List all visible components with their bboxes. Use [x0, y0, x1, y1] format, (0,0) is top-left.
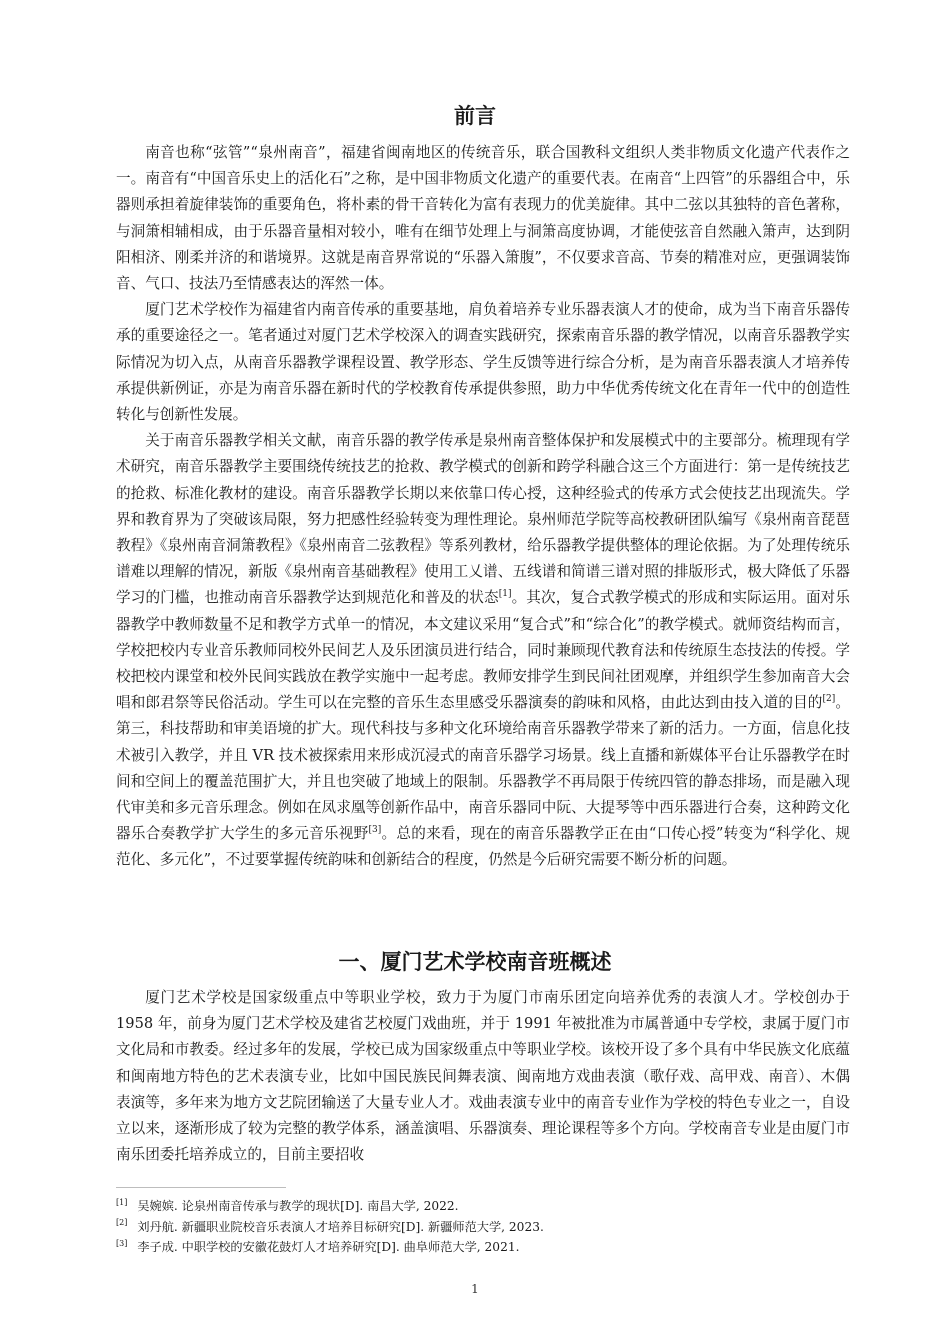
section-heading: 一、厦门艺术学校南音班概述 [338, 950, 612, 974]
paragraph-text: 。第三，科技帮助和审美语境的扩大。现代科技与多种文化环境给南音乐器教学带来了新的活力。一方面，信息化技术被引入教学，并且 VR 技术被探索用来形成沉浸式的南音乐器学习场景。线上直播和新媒体平台让乐器教学在时间和空间上的覆盖范围扩大，并且也突破了地域上的限制。乐器教学不再局限于传统四管的静态排场，而是融入现代审美和多元音乐理念。例如在凤求凰等创新作品中，南音乐器同中阮、大提琴等中西乐器进行合奏，这种跨文化器乐合奏教学扩大学生的多元音乐视野 [116, 694, 850, 843]
page-number: 1 [471, 1282, 479, 1296]
intro-paragraph-2: 厦门艺术学校作为福建省内南音传承的重要基地，肩负着培养专业乐器表演人才的使命，成为当下南音乐器传承的重要途径之一。笔者通过对厦门艺术学校深入的调查实践研究，探索南音乐器的教学情况，以南音乐器教学实际情况为切入点，从南音乐器教学课程设置、教学形态、学生反馈等进行综合分析，是为南音乐器表演人才培养传承提供新例证，亦是为南音乐器在新时代的学校教育传承提供参照，助力中华优秀传统文化在青年一代中的创造性转化与创新性发展。 [116, 301, 850, 424]
footnotes [116, 1196, 856, 1258]
page-title: 前言 [454, 104, 496, 128]
footnote-text: 吴婉嫔. 论泉州南音传承与教学的现状[D]. 南昌大学, 2022. [137, 1199, 459, 1213]
footnote-divider [116, 1187, 286, 1188]
footnote-1 [116, 1196, 856, 1217]
intro-section [116, 140, 850, 874]
intro-paragraph-1: 南音也称“弦管”“泉州南音”，福建省闽南地区的传统音乐，联合国教科文组织人类非物质文化遗产代表作之一。南音有“中国音乐史上的活化石”之称，是中国非物质文化遗产的重要代表。在南音“上四管”的乐器组合中，乐器则承担着旋律装饰的重要角色，将朴素的骨干音转化为富有表现力的优美旋律。其中二弦以其独特的音色著称，与洞箫相辅相成，由于乐器音量相对较小，唯有在细节处理上与洞箫高度协调，才能使弦音自然融入箫声，达到阴阳相济、刚柔并济的和谐境界。这就是南音界常说的“乐器入箫腹”，不仅要求音高、节奏的精准对应，更强调装饰音、气口、技法乃至情感表达的浑然一体。 [116, 144, 850, 293]
footnote-mark: [1] [116, 1197, 128, 1207]
footnote-mark: [3] [116, 1238, 128, 1248]
footnote-text: 刘丹航. 新疆职业院校音乐表演人才培养目标研究[D]. 新疆师范大学, 2023. [137, 1219, 544, 1234]
section-1-paragraph-1: 厦门艺术学校是国家级重点中等职业学校，致力于为厦门市南乐团定向培养优秀的表演人才。学校创办于 1958 年，前身为厦门艺术学校及建省艺校厦门戏曲班，并于 1991 年被批准为市属普通中专学校，隶属于厦门市文化局和市教委。经过多年的发展，学校已成为国家级重点中等职业学校。该校开设了多个具有中华民族文化底蕴和闽南地方特色的艺术表演专业，比如中国民族民间舞表演、闽南地方戏曲表演（歌仔戏、高甲戏、南音）、木偶表演等，多年来为地方文艺院团输送了大量专业人才。戏曲表演专业中的南音专业作为学校的特色专业之一，自设立以来，逐渐形成了较为完整的教学体系，涵盖演唱、乐器演奏、理论课程等多个方向。学校南音专业是由厦门市南乐团委托培养成立的，目前主要招收 [116, 989, 850, 1164]
paragraph-text: 关于南音乐器教学相关文献，南音乐器的教学传承是泉州南音整体保护和发展模式中的主要部分。梳理现有学术研究，南音乐器教学主要围绕传统技艺的抢救、教学模式的创新和跨学科融合这三个方面进行：第一是传统技艺的抢救、标准化教材的建设。南音乐器教学长期以来依靠口传心授，这种经验式的传承方式会使技艺出现流失。学界和教育界为了突破该局限，努力把感性经验转变为理性理论。泉州师范学院等高校教研团队编写《泉州南音琵琶教程》《泉州南音洞箫教程》《泉州南音二弦教程》等系列教材，给乐器教学提供整体的理论依据。为了处理传统乐谱难以理解的情况，新版《泉州南音基础教程》使用工乂谱、五线谱和简谱三谱对照的排版形式，极大降低了乐器学习的门槛，也推动南音乐器教学达到规范化和普及的状态 [116, 432, 850, 607]
paragraph-text: 。其次，复合式教学模式的形成和实际运用。面对乐器教学中教师数量不足和教学方式单一的情况，本文建议采用“复合式”和“综合化”的教学模式。就师资结构而言，学校把校内专业音乐教师同校外民间艺人及乐团演员进行结合，同时兼顾现代教育法和传统原生态技法的传授。学校把校内课堂和校外民间实践放在教学实施中一起考虑。教师安排学生到民间社团观摩，并组织学生参加南音大会唱和郎君祭等民俗活动。学生可以在完整的音乐生态里感受乐器演奏的韵味和风格，由此达到由技入道的目的 [116, 589, 850, 712]
paragraph-text: 。总的来看，现在的南音乐器教学正在由“口传心授”转变为“科学化、规范化、多元化”，不过要掌握传统韵味和创新结合的程度，仍然是今后研究需要不断分析的问题。 [116, 825, 850, 869]
footnote-2 [116, 1217, 856, 1238]
footnote-mark: [2] [116, 1218, 128, 1228]
citation-ref-1[interactable]: [1] [498, 589, 512, 600]
footnote-3 [116, 1237, 856, 1258]
section-1-body [116, 985, 850, 1168]
citation-ref-3[interactable]: [3] [368, 825, 382, 836]
intro-paragraph-3 [116, 428, 850, 873]
footnote-text: 李子成. 中职学校的安徽花鼓灯人才培养研究[D]. 曲阜师范大学, 2021. [137, 1240, 520, 1254]
citation-ref-2[interactable]: [2] [822, 694, 836, 705]
